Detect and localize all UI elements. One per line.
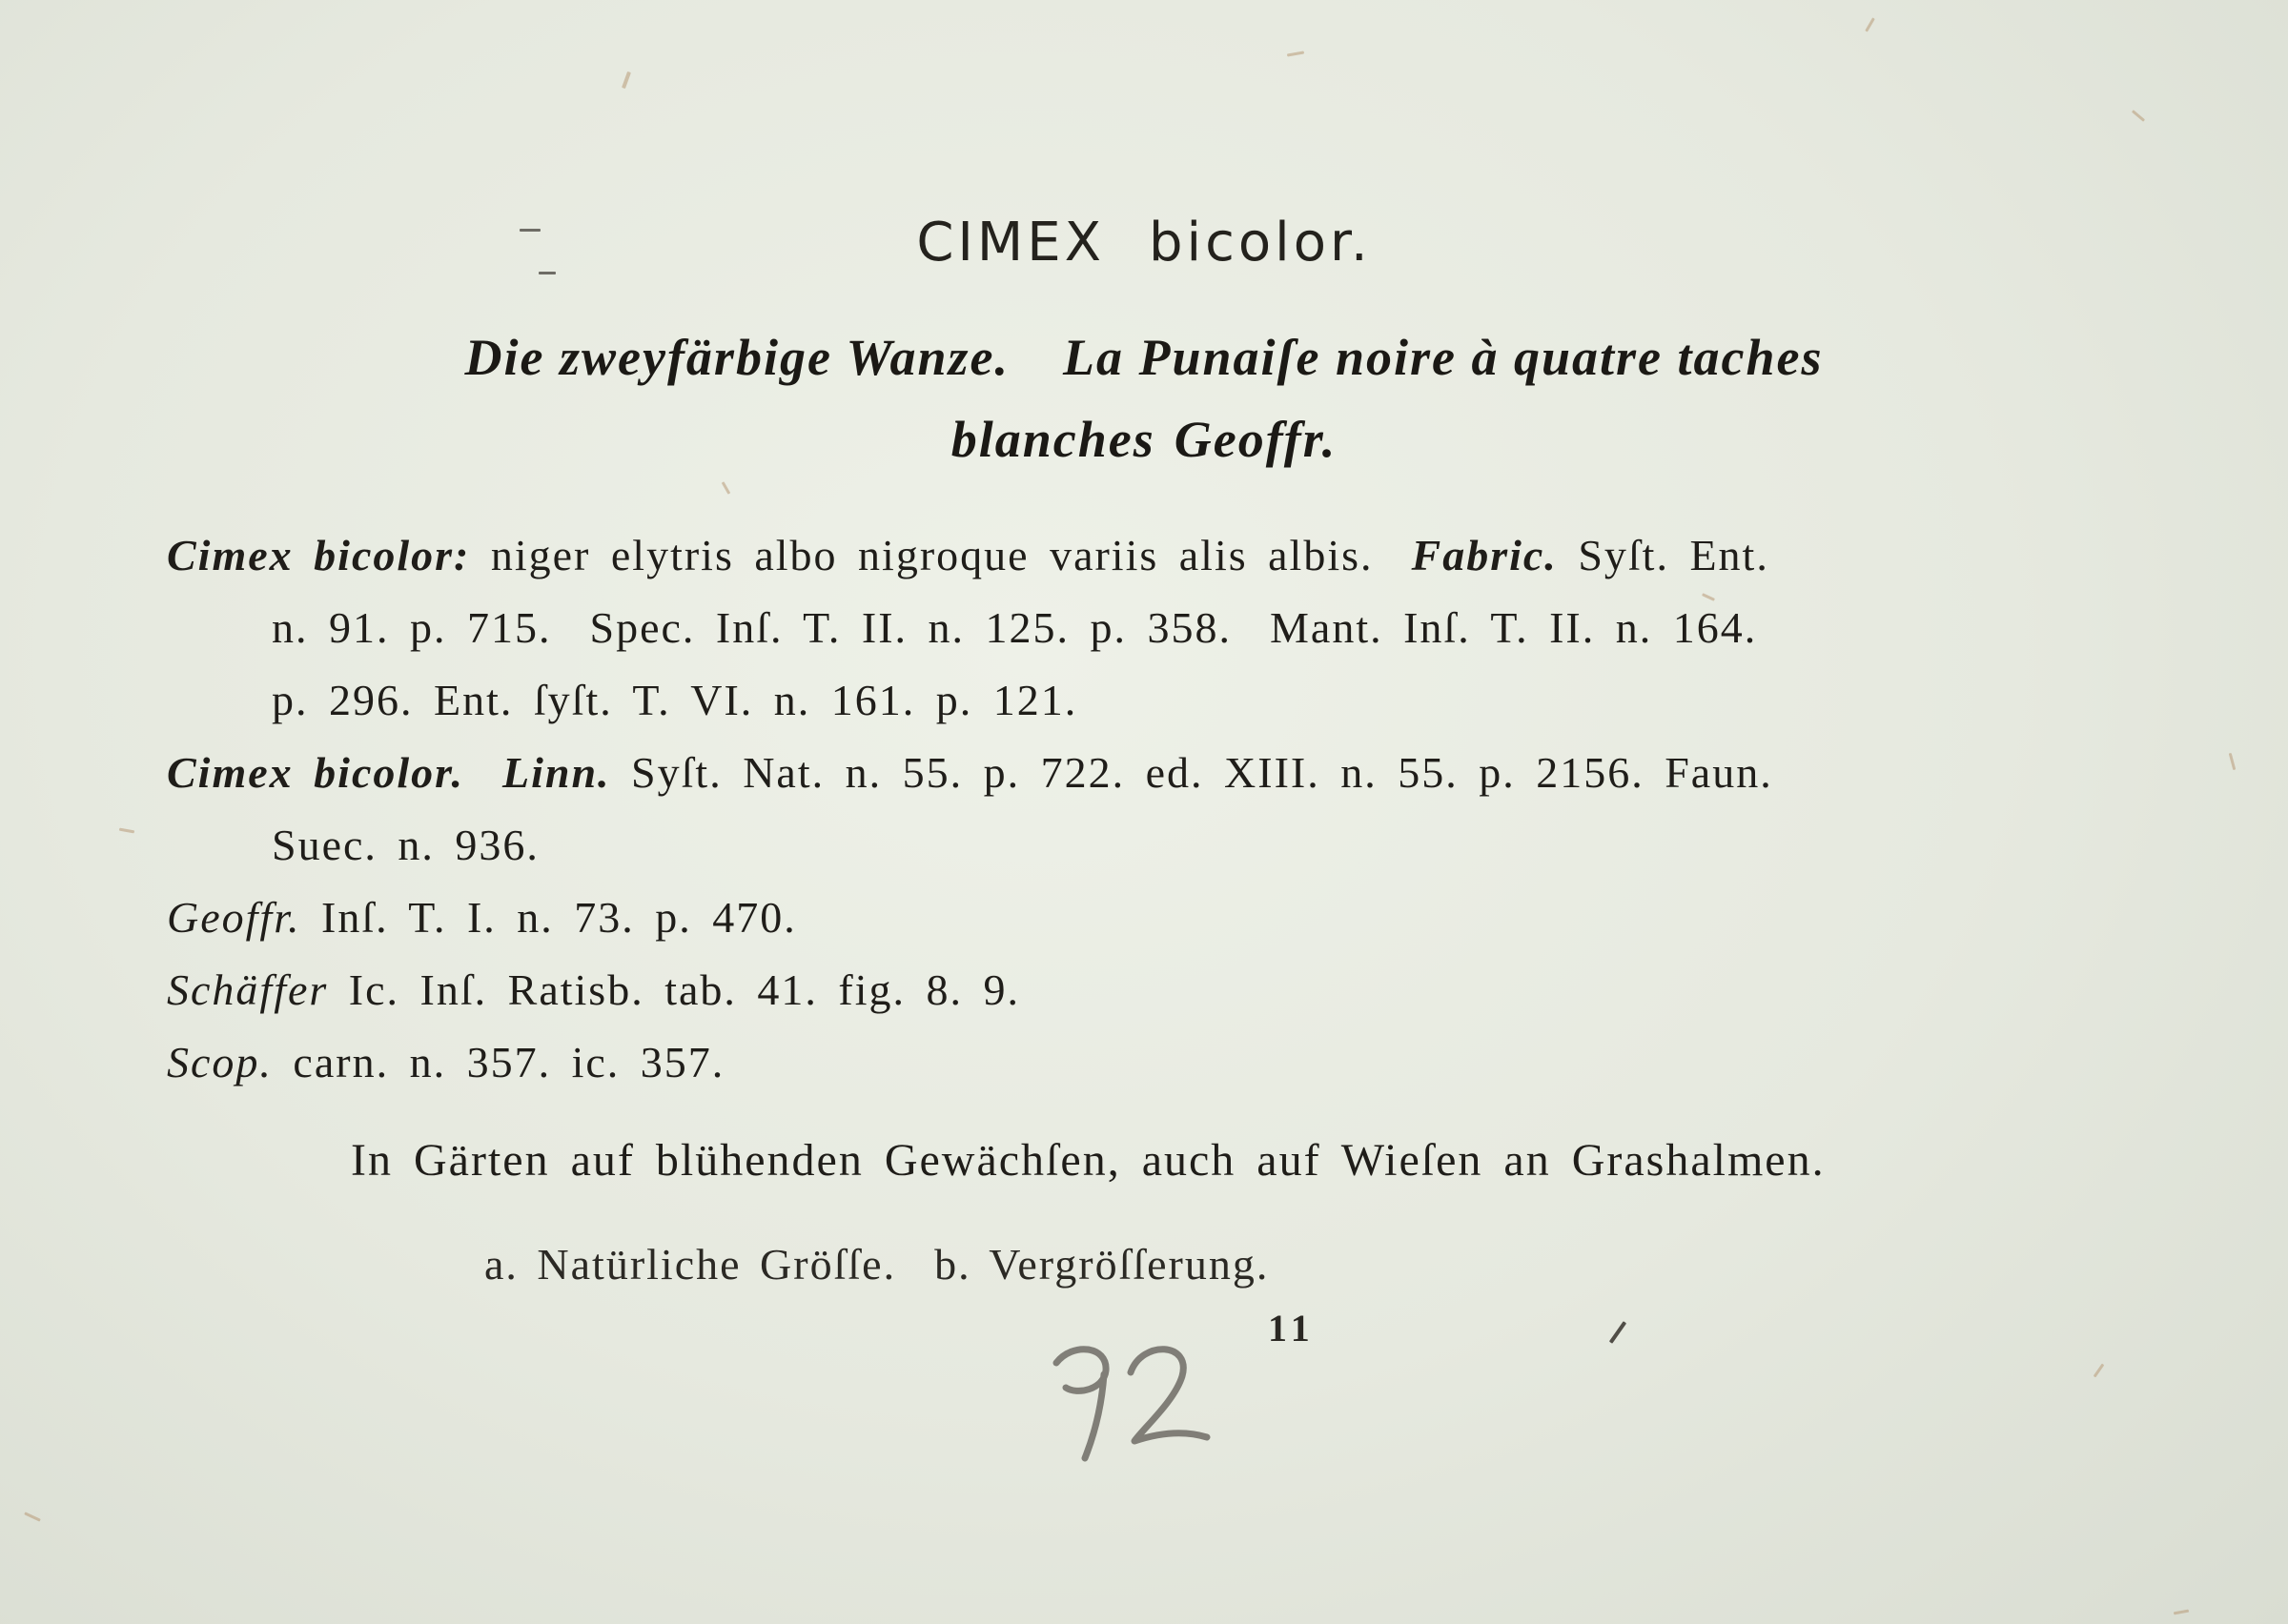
entry-reference: Suec. n. 936. bbox=[272, 821, 540, 869]
figure-legend bbox=[484, 1239, 1269, 1289]
paper-fiber bbox=[722, 481, 731, 495]
entry-author: Linn. bbox=[502, 748, 611, 797]
entry-lead: Schäffer bbox=[167, 965, 329, 1014]
habitat-note: In Gärten auf blühenden Gewächſen, auch auf Wieſen an Grashalmen. bbox=[351, 1135, 1826, 1186]
french-name: La Punaiſe noire à quatre taches bbox=[1062, 329, 1824, 386]
entry-lead: Scop. bbox=[167, 1038, 273, 1086]
entry-lead: Cimex bicolor: bbox=[167, 531, 471, 579]
paper-fiber bbox=[24, 1512, 41, 1521]
figure-legend-a: a. Natürliche Gröſſe. bbox=[484, 1240, 897, 1289]
figure-legend-b: b. Vergröſſerung. bbox=[934, 1240, 1270, 1289]
synonymy-entry-fabricius bbox=[167, 530, 1769, 580]
species-title bbox=[0, 212, 2288, 274]
species-name: bicolor. bbox=[1149, 212, 1372, 274]
paper-fiber bbox=[119, 828, 134, 834]
paper-fiber bbox=[2094, 1364, 2105, 1378]
entry-reference: Mant. Inſ. T. II. n. 164. bbox=[1270, 603, 1758, 652]
entry-reference: Spec. Inſ. T. II. n. 125. p. 358. bbox=[589, 603, 1233, 652]
entry-reference: p. 296. Ent. ſyſt. T. VI. n. 161. p. 121. bbox=[272, 676, 1078, 724]
synonymy-entry-schaeffer bbox=[167, 964, 1020, 1015]
entry-lead: Cimex bicolor. bbox=[167, 748, 464, 797]
entry-lead: Geoffr. bbox=[167, 893, 301, 942]
entry-reference: Inſ. T. I. n. 73. p. 470. bbox=[321, 893, 797, 942]
entry-reference: carn. n. 357. ic. 357. bbox=[293, 1038, 725, 1086]
synonymy-entry-scopoli bbox=[167, 1037, 725, 1087]
genus-name: CIMEX bbox=[916, 212, 1105, 274]
synonymy-entry-geoffroy bbox=[167, 892, 797, 943]
entry-author: Fabric. bbox=[1411, 531, 1558, 579]
paper-fiber bbox=[1287, 51, 1304, 56]
paper-fiber bbox=[1702, 593, 1715, 601]
entry-reference: Syſt. Ent. bbox=[1578, 531, 1769, 579]
paper-fiber bbox=[2229, 753, 2237, 770]
paper-fiber bbox=[622, 71, 631, 89]
german-name: Die zweyfärbige Wanze. bbox=[464, 329, 1010, 386]
paper-fiber bbox=[1865, 17, 1875, 31]
paper-fiber bbox=[1609, 1321, 1626, 1344]
page-number: 11 bbox=[1268, 1307, 1316, 1350]
french-name-author: Geoffr. bbox=[1174, 411, 1338, 468]
entry-reference: n. 91. p. 715. bbox=[272, 603, 552, 652]
common-names-line-2 bbox=[0, 410, 2288, 469]
paper-fiber bbox=[2132, 110, 2145, 122]
synonymy-entry-continuation bbox=[272, 820, 540, 870]
synonymy-entry-continuation bbox=[272, 675, 1077, 725]
entry-reference: Syſt. Nat. n. 55. p. 722. ed. XIII. n. 55. p. 2156. Faun. bbox=[631, 748, 1773, 797]
common-names-line-1 bbox=[0, 328, 2288, 387]
paper-fiber bbox=[2174, 1610, 2189, 1615]
pencil-mark bbox=[1039, 1334, 1220, 1468]
synonymy-entry-continuation bbox=[272, 602, 1757, 653]
entry-reference: Ic. Inſ. Ratisb. tab. 41. fig. 8. 9. bbox=[348, 965, 1020, 1014]
synonymy-entry-linnaeus bbox=[167, 747, 1773, 798]
french-name-continued: blanches bbox=[950, 411, 1155, 468]
entry-text: niger elytris albo nigroque variis alis albis. bbox=[490, 531, 1374, 579]
